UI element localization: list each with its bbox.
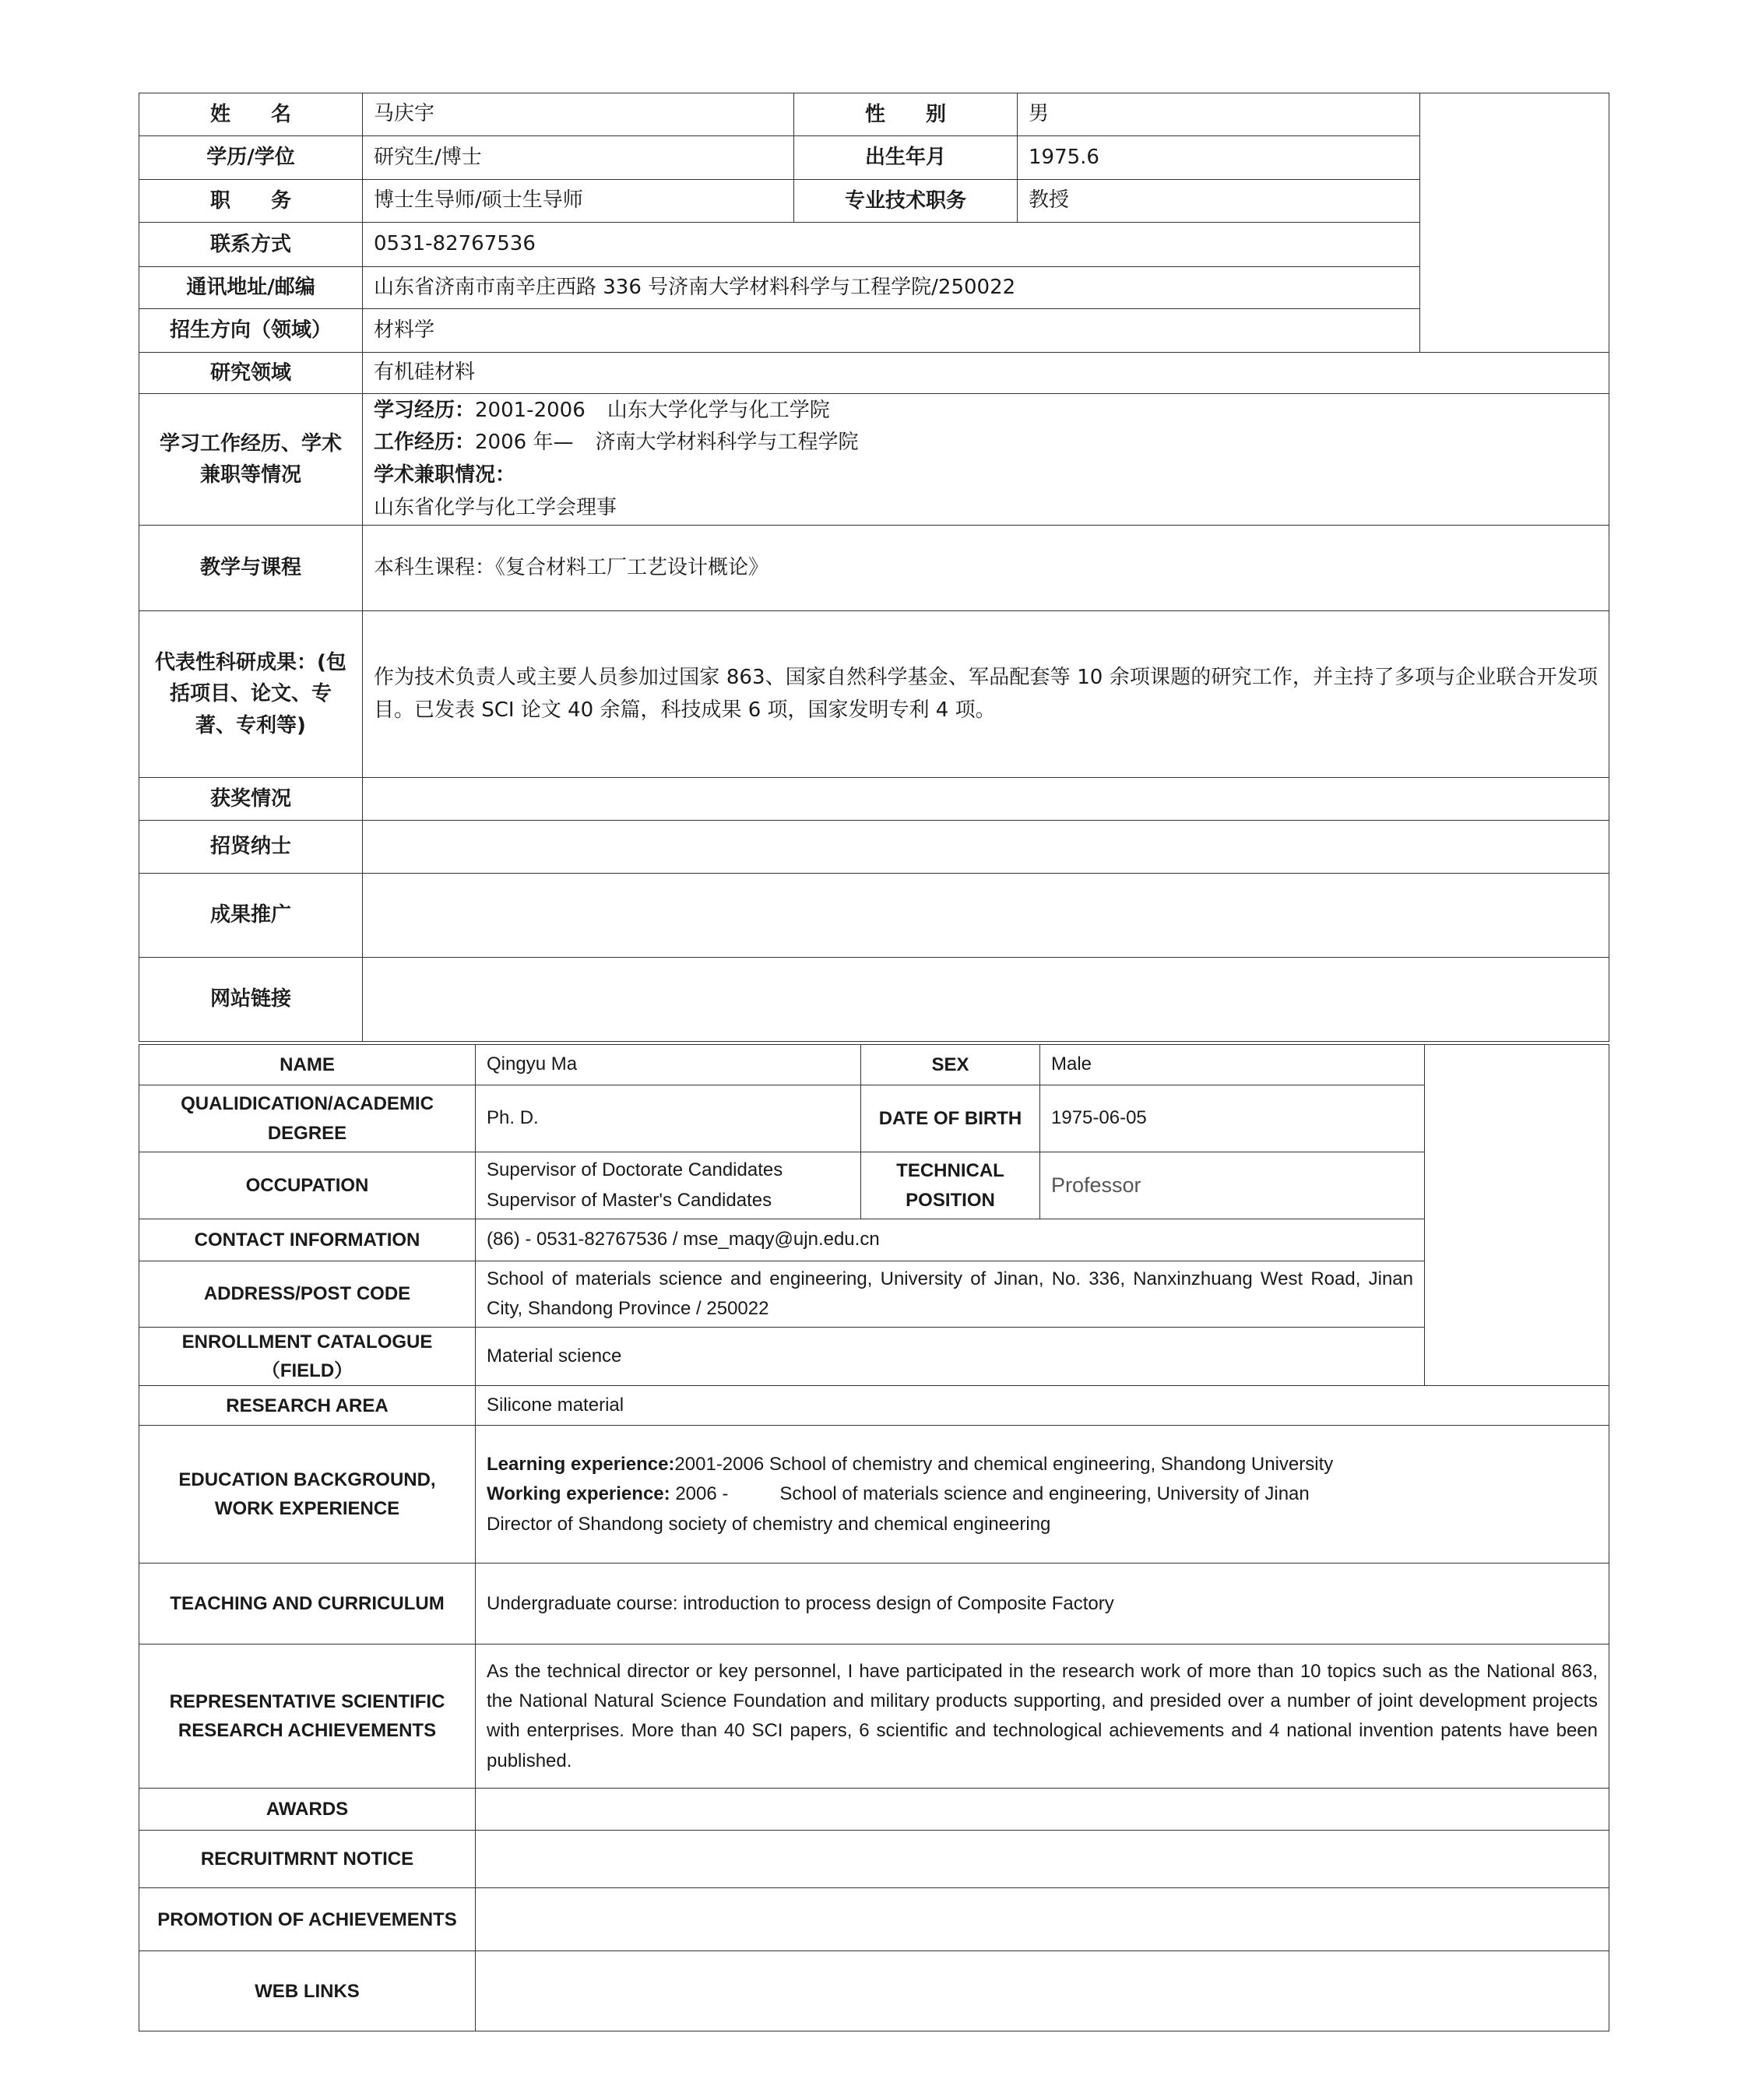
- cn-duty-label: 职 务: [139, 180, 363, 223]
- cn-parttime-label: 学术兼职情况：: [374, 463, 516, 487]
- en-occupation-value: [476, 1152, 861, 1219]
- en-promo-value: [476, 1888, 1609, 1951]
- en-position-value: Professor: [1040, 1152, 1425, 1219]
- en-research-label: RESEARCH AREA: [139, 1386, 476, 1426]
- cn-contact-value: 0531-82767536: [363, 223, 1420, 267]
- en-occupation-line-2: Supervisor of Master's Candidates: [487, 1189, 772, 1211]
- cn-parttime-value: 山东省化学与化工学会理事: [374, 495, 617, 519]
- cn-degree-value: 研究生/博士: [363, 136, 794, 180]
- en-web-label: WEB LINKS: [139, 1951, 476, 2031]
- cn-work-place: 济南大学材料科学与工程学院: [595, 431, 859, 455]
- cn-title-value: 教授: [1018, 180, 1420, 223]
- cn-title-label: 专业技术职务: [794, 180, 1018, 223]
- en-name-value: Qingyu Ma: [476, 1045, 861, 1085]
- en-working-label: Working experience:: [487, 1483, 670, 1505]
- cn-teaching-label: 教学与课程: [139, 526, 363, 611]
- en-contact-label: CONTACT INFORMATION: [139, 1219, 476, 1261]
- en-sex-value: Male: [1040, 1045, 1425, 1085]
- cn-study-place: 山东大学化学与化工学院: [607, 398, 830, 422]
- cn-achieve-value: 作为技术负责人或主要人员参加过国家 863、国家自然科学基金、军品配套等 10 余项课题的研究工作，并主持了多项与企业联合开发项目。已发表 SCI 论文 40 余篇，科技成果 6 项，国家发明专利 4 项。: [363, 611, 1609, 778]
- en-recruit-value: [476, 1831, 1609, 1888]
- cn-address-value: 山东省济南市南辛庄西路 336 号济南大学材料科学与工程学院/250022: [363, 267, 1420, 309]
- cn-awards-value: [363, 778, 1609, 821]
- en-name-label: NAME: [139, 1045, 476, 1085]
- en-working-line: [487, 1479, 1598, 1509]
- cn-promo-label: 成果推广: [139, 874, 363, 958]
- cn-recruit-value: [363, 821, 1609, 874]
- en-web-value: [476, 1951, 1609, 2031]
- cn-name-label: 姓 名: [139, 93, 363, 136]
- cn-sex-value: 男: [1018, 93, 1420, 136]
- cn-profile-table: [139, 93, 1609, 1042]
- cn-photo-cell: [1420, 93, 1609, 353]
- cn-awards-label: 获奖情况: [139, 778, 363, 821]
- en-achieve-label: REPRESENTATIVE SCIENTIFIC RESEARCH ACHIEVEMENTS: [139, 1644, 476, 1789]
- en-address-label: ADDRESS/POST CODE: [139, 1261, 476, 1328]
- en-learning-line: [487, 1450, 1598, 1479]
- cn-sex-label: 性 别: [794, 93, 1018, 136]
- cn-achieve-label: 代表性科研成果：(包括项目、论文、专著、专利等): [139, 611, 363, 778]
- en-degree-label: QUALIDICATION/ACADEMIC DEGREE: [139, 1085, 476, 1152]
- cn-study-years: 2001-2006: [475, 398, 586, 422]
- cn-duty-value: 博士生导师/硕士生导师: [363, 180, 794, 223]
- en-awards-label: AWARDS: [139, 1789, 476, 1831]
- en-enroll-value: Material science: [476, 1328, 1425, 1386]
- cn-enroll-label: 招生方向（领域）: [139, 309, 363, 353]
- cn-recruit-label: 招贤纳士: [139, 821, 363, 874]
- en-learning-value: 2001-2006 School of chemistry and chemical engineering, Shandong University: [674, 1453, 1334, 1475]
- en-photo-cell: [1425, 1045, 1609, 1386]
- cn-contact-label: 联系方式: [139, 223, 363, 267]
- cn-work-years: 2006 年—: [475, 431, 574, 455]
- en-occupation-line-1: Supervisor of Doctorate Candidates: [487, 1159, 783, 1181]
- cn-birth-value: 1975.6: [1018, 136, 1420, 180]
- en-achieve-value: As the technical director or key personnel, I have participated in the research work of more than 10 topics such as the National 863, the National Natural Science Foundation and military products supporting, and presided over a number of joint development projects with enterprises. More than 40 SCI papers, 6 scientific and technological achievements and 4 national invention patents have been published.: [476, 1644, 1609, 1789]
- cn-study-line: [374, 395, 1598, 427]
- en-awards-value: [476, 1789, 1609, 1831]
- cn-research-label: 研究领域: [139, 353, 363, 394]
- en-director-line: Director of Shandong society of chemistry and chemical engineering: [487, 1513, 1051, 1535]
- cn-web-label: 网站链接: [139, 958, 363, 1042]
- cn-teaching-value: 本科生课程：《复合材料工厂工艺设计概论》: [363, 526, 1609, 611]
- en-edu-value: [476, 1426, 1609, 1564]
- cn-address-label: 通讯地址/邮编: [139, 267, 363, 309]
- en-learning-label: Learning experience:: [487, 1453, 675, 1475]
- cn-web-value: [363, 958, 1609, 1042]
- en-recruit-label: RECRUITMRNT NOTICE: [139, 1831, 476, 1888]
- en-contact-value: (86) - 0531-82767536 / mse_maqy@ujn.edu.cn: [476, 1219, 1425, 1261]
- cn-enroll-value: 材料学: [363, 309, 1420, 353]
- cn-degree-label: 学历/学位: [139, 136, 363, 180]
- en-address-value: School of materials science and engineering, University of Jinan, No. 336, Nanxinzhuang West Road, Jinan City, Shandong Province / 250022: [476, 1261, 1425, 1328]
- en-profile-table: [139, 1044, 1609, 2031]
- cn-history-value: [363, 394, 1609, 526]
- en-birth-value: 1975-06-05: [1040, 1085, 1425, 1152]
- en-research-value: Silicone material: [476, 1386, 1609, 1426]
- cn-promo-value: [363, 874, 1609, 958]
- en-degree-value: Ph. D.: [476, 1085, 861, 1152]
- cn-work-label: 工作经历：: [374, 431, 476, 455]
- en-occupation-label: OCCUPATION: [139, 1152, 476, 1219]
- en-edu-label: EDUCATION BACKGROUND, WORK EXPERIENCE: [139, 1426, 476, 1564]
- en-promo-label: PROMOTION OF ACHIEVEMENTS: [139, 1888, 476, 1951]
- en-sex-label: SEX: [861, 1045, 1040, 1085]
- cn-research-value: 有机硅材料: [363, 353, 1609, 394]
- en-position-label: TECHNICAL POSITION: [861, 1152, 1040, 1219]
- cn-work-line: [374, 427, 1598, 459]
- en-birth-label: DATE OF BIRTH: [861, 1085, 1040, 1152]
- en-teaching-value: Undergraduate course: introduction to process design of Composite Factory: [476, 1564, 1609, 1644]
- cn-study-label: 学习经历：: [374, 398, 476, 422]
- cn-name-value: 马庆宇: [363, 93, 794, 136]
- en-teaching-label: TEACHING AND CURRICULUM: [139, 1564, 476, 1644]
- en-enroll-label: ENROLLMENT CATALOGUE（FIELD）: [139, 1328, 476, 1386]
- cn-birth-label: 出生年月: [794, 136, 1018, 180]
- en-working-years: 2006 -: [675, 1483, 729, 1505]
- cn-history-label: 学习工作经历、学术兼职等情况: [139, 394, 363, 526]
- en-working-place: School of materials science and engineering, University of Jinan: [779, 1483, 1310, 1505]
